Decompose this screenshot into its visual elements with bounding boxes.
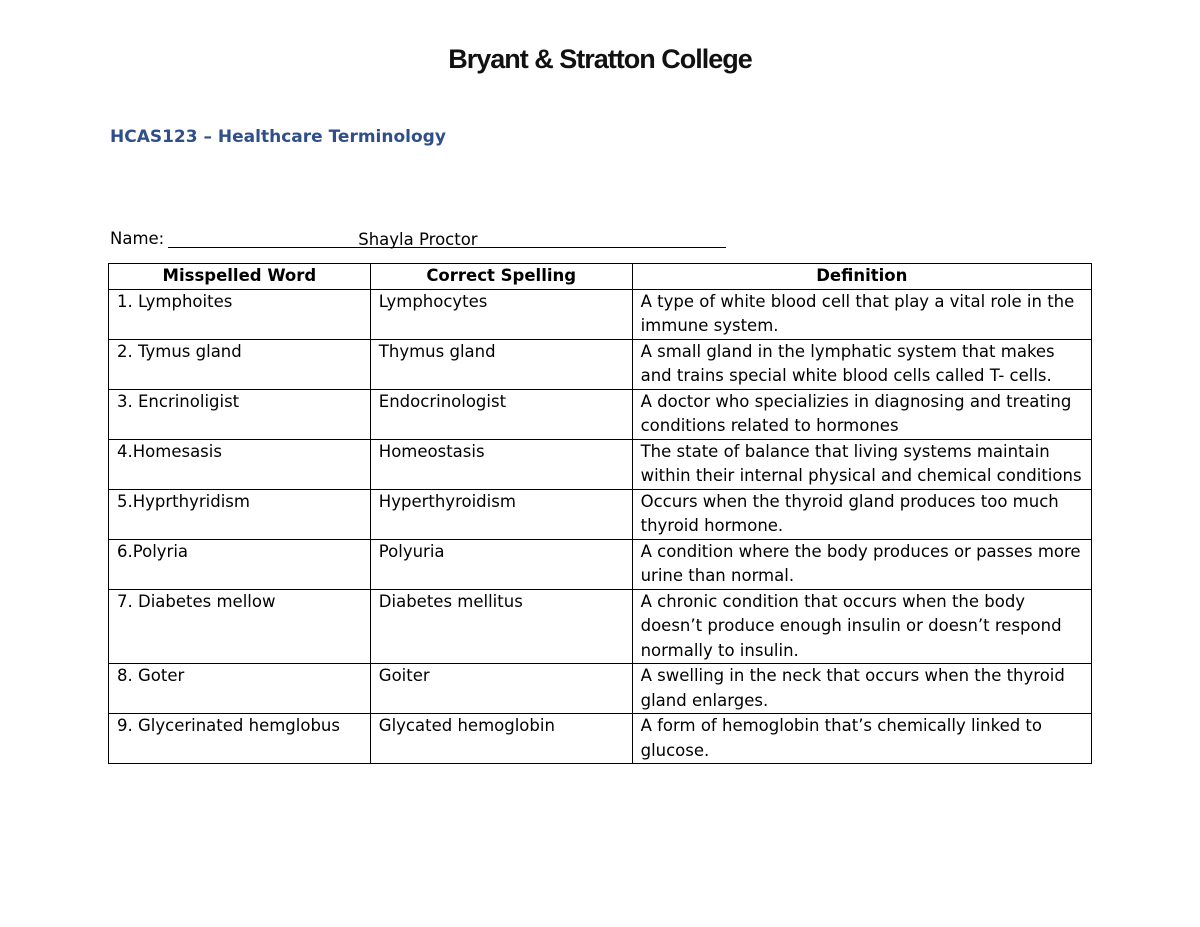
table-row [109, 714, 1092, 764]
misspelled-cell: 4.Homesasis [109, 439, 371, 489]
definition-cell: Occurs when the thyroid gland produces too much thyroid hormone. [632, 489, 1091, 539]
college-logo: Bryant & Stratton College [448, 44, 752, 74]
table-row [109, 439, 1092, 489]
table-header-row [109, 264, 1092, 290]
table-row [109, 389, 1092, 439]
definition-cell: A swelling in the neck that occurs when the thyroid gland enlarges. [632, 664, 1091, 714]
definition-cell: A form of hemoglobin that’s chemically linked to glucose. [632, 714, 1091, 764]
name-label: Name: [110, 229, 165, 248]
correct-spelling-cell: Homeostasis [370, 439, 632, 489]
correct-spelling-cell: Glycated hemoglobin [370, 714, 632, 764]
definition-cell: A condition where the body produces or passes more urine than normal. [632, 539, 1091, 589]
table-row [109, 589, 1092, 664]
correct-spelling-cell: Polyuria [370, 539, 632, 589]
column-header-misspelled: Misspelled Word [109, 264, 371, 290]
misspelled-cell: 9. Glycerinated hemglobus [109, 714, 371, 764]
correct-spelling-cell: Goiter [370, 664, 632, 714]
course-title: HCAS123 – Healthcare Terminology [110, 127, 446, 147]
column-header-definition: Definition [632, 264, 1091, 290]
correct-spelling-cell: Lymphocytes [370, 289, 632, 339]
misspelled-cell: 2. Tymus gland [109, 339, 371, 389]
definition-cell: The state of balance that living systems maintain within their internal physical and chemical conditions [632, 439, 1091, 489]
misspelled-cell: 1. Lymphoites [109, 289, 371, 339]
misspelled-cell: 8. Goter [109, 664, 371, 714]
correct-spelling-cell: Diabetes mellitus [370, 589, 632, 664]
misspelled-cell: 6.Polyria [109, 539, 371, 589]
correct-spelling-cell: Endocrinologist [370, 389, 632, 439]
table-row [109, 664, 1092, 714]
misspelled-cell: 5.Hyprthyridism [109, 489, 371, 539]
definition-cell: A doctor who specializies in diagnosing and treating conditions related to hormones [632, 389, 1091, 439]
table-row [109, 339, 1092, 389]
misspelled-cell: 7. Diabetes mellow [109, 589, 371, 664]
misspelled-cell: 3. Encrinoligist [109, 389, 371, 439]
definition-cell: A small gland in the lymphatic system that makes and trains special white blood cells called T- cells. [632, 339, 1091, 389]
name-value: Shayla Proctor [358, 230, 478, 249]
definition-cell: A chronic condition that occurs when the body doesn’t produce enough insulin or doesn’t respond normally to insulin. [632, 589, 1091, 664]
correct-spelling-cell: Hyperthyroidism [370, 489, 632, 539]
definition-cell: A type of white blood cell that play a vital role in the immune system. [632, 289, 1091, 339]
name-field [168, 229, 726, 248]
terminology-table [108, 263, 1092, 764]
table-row [109, 539, 1092, 589]
correct-spelling-cell: Thymus gland [370, 339, 632, 389]
name-line [110, 229, 726, 248]
column-header-correct: Correct Spelling [370, 264, 632, 290]
table-row [109, 489, 1092, 539]
table-row [109, 289, 1092, 339]
